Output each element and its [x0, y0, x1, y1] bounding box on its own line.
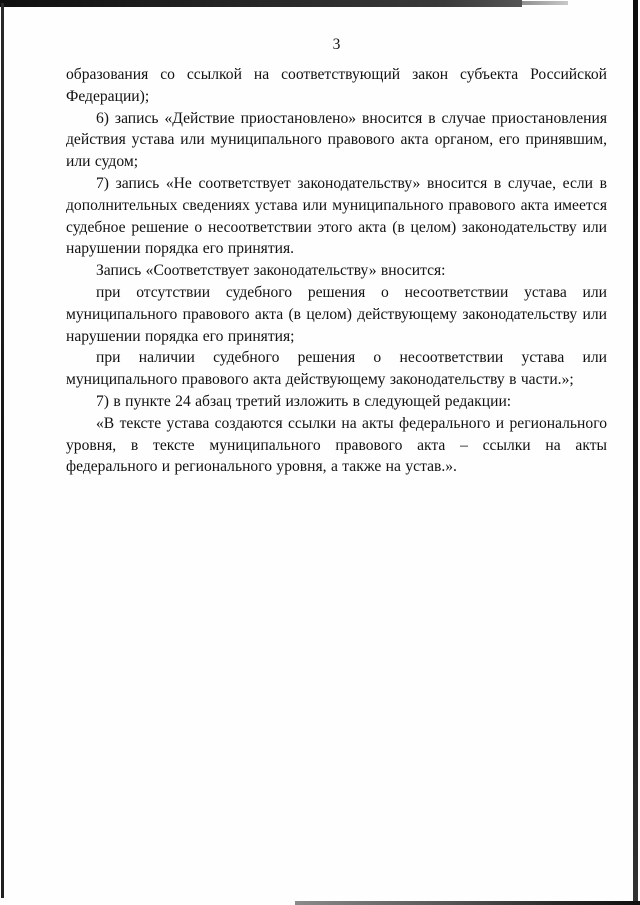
paragraph: Запись «Соответствует законодательству» вносится:: [96, 262, 446, 280]
paragraph: 7) запись «Не соответствует законодательству» вносится в случае, если в дополнительных сведениях устава или муниципального правового акта имеется судебное решение о несоответствии этого акта (в целом) законодательству или нарушении порядка его принятия.: [66, 174, 607, 258]
scan-frame-top-edge-fade: [522, 1, 568, 5]
paragraph: при наличии судебного решения о несоответствии устава или муниципального правового акта действующему законодательству в части.»;: [66, 349, 607, 389]
paragraph: 6) запись «Действие приостановлено» вносится в случае приостановления действия устава или муниципального правового акта органом, его принявшим, или судом;: [66, 109, 607, 171]
page-number: 3: [332, 36, 341, 53]
paragraph: «В тексте устава создаются ссылки на акты федерального и регионального уровня, в тексте муниципального правового акта – ссылки на акты федерального и регионального уровня, а также на устав.».: [66, 414, 607, 476]
scan-frame-left-edge: [1, 3, 4, 898]
scan-frame-top-edge: [0, 0, 522, 7]
paragraph: при отсутствии судебного решения о несоответствии устава или муниципального правового акта (в целом) действующему законодательству или нарушении порядка его принятия;: [66, 283, 607, 345]
paragraph: образования со ссылкой на соответствующий закон субъекта Российской Федерации);: [66, 66, 607, 105]
scan-frame-right-edge: [633, 0, 638, 903]
document-text: [66, 64, 607, 478]
scan-frame-bottom-edge: [295, 901, 640, 905]
paragraph: 7) в пункте 24 абзац третий изложить в следующей редакции:: [96, 392, 512, 410]
